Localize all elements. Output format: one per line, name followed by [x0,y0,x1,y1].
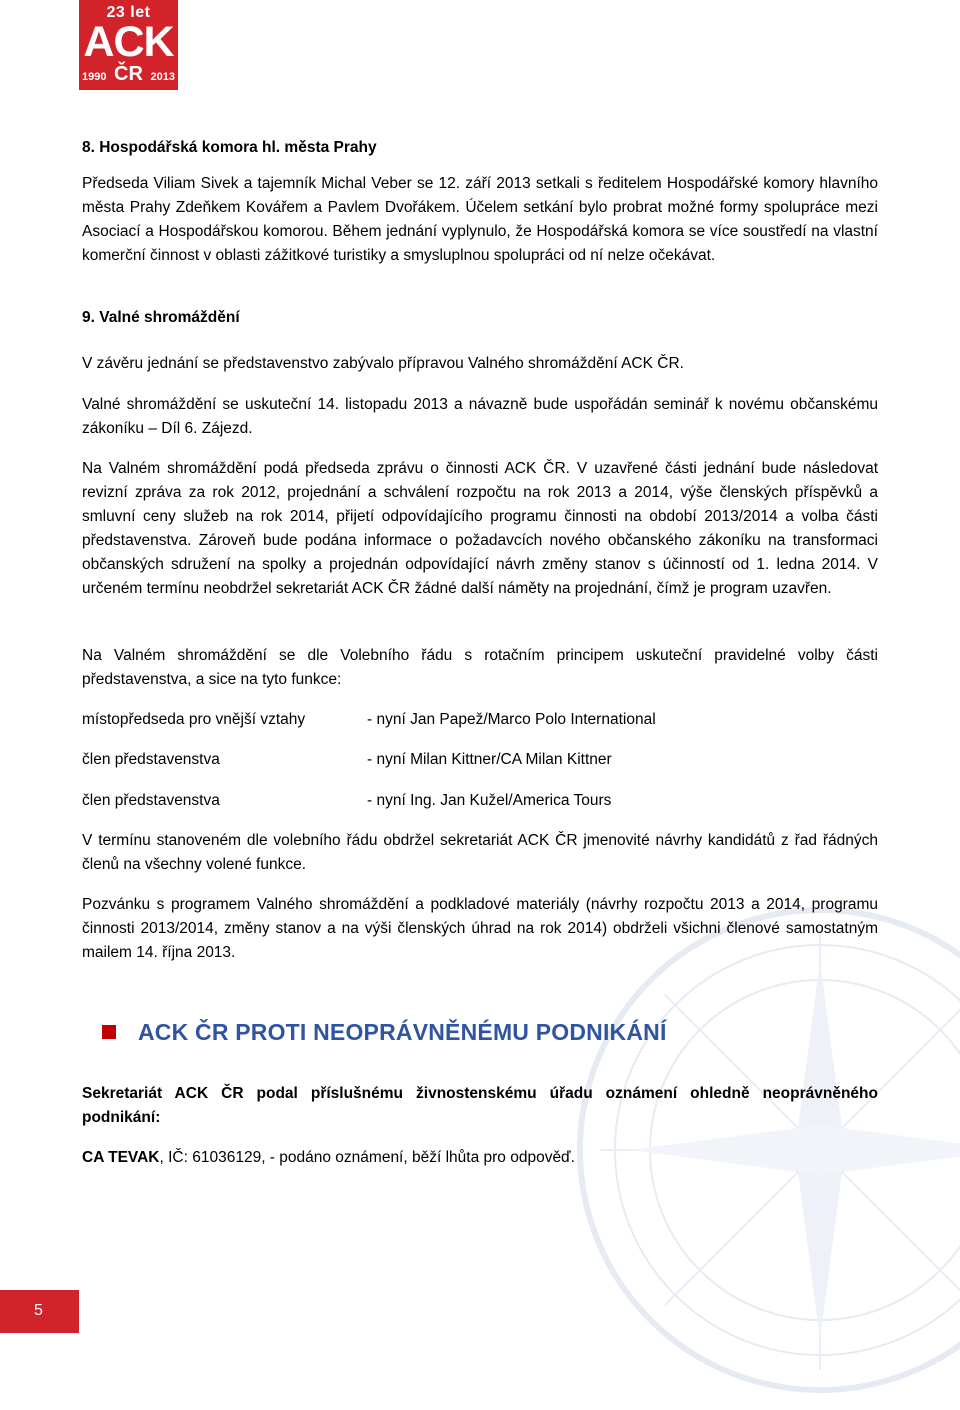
case-company-name: CA TEVAK [82,1149,160,1166]
election-holder: - nyní Jan Papež/Marco Polo International [367,711,656,728]
page-number-badge [0,1290,79,1333]
section-9-para-2: Valné shromáždění se uskuteční 14. listopadu 2013 a návazně bude uspořádán seminář k novému občanskému zákoníku – Díl 6. Zájezd. [82,396,878,437]
election-role: místopředseda pro vnější vztahy [82,711,306,728]
logo-years: 23 let [106,4,151,21]
square-bullet-icon [102,1025,116,1039]
election-role: člen představenstva [82,792,220,809]
section-9-para-5: V termínu stanoveném dle volebního řádu obdržel sekretariát ACK ČR jmenovité návrhy kandidátů z řad řádných členů na všechny volené funkce. [82,832,878,873]
logo-year-from: 1990 [82,71,107,83]
section-ack-intro: Sekretariát ACK ČR podal příslušnému živnostenskému úřadu oznámení ohledně neoprávněného podnikání: [82,1085,878,1126]
case-details: , IČ: 61036129, - podáno oznámení, běží lhůta pro odpověď. [159,1149,575,1166]
election-holder: - nyní Ing. Jan Kužel/America Tours [367,792,612,809]
section-9-para-6: Pozvánku s programem Valného shromáždění a podkladové materiály (návrhy rozpočtu 2013 a 2014, programu činnosti 2013/2014, změny stanov a na výši členských úhrad na rok 2014) obdrželi všichni členové samostatným mailem 14. října 2013. [82,896,878,961]
logo-country: ČR [114,63,143,85]
logo-year-span [82,64,175,84]
section-ack-title-text: ACK ČR PROTI NEOPRÁVNĚNÉMU PODNIKÁNÍ [138,1019,667,1045]
election-role-row [82,748,878,772]
election-role-row [82,789,878,813]
section-9-heading: 9. Valné shromáždění [82,309,240,326]
section-ack-case [82,1146,878,1170]
election-holder: - nyní Milan Kittner/CA Milan Kittner [367,751,612,768]
section-9-para-3: Na Valném shromáždění podá předseda zprávu o činnosti ACK ČR. V uzavřené části jednání bude následovat revizní zpráva za rok 2012, projednání a schválení rozpočtu na rok 2013 a 2014, výše členských příspěvků a smluvní ceny služeb na rok 2014, přijetí odpovídajícího programu činnosti na období 2013/2014 a volba části představenstva. Zároveň bude podána informace o požadavcích nového občanského zákoníku na transformaci občanských sdružení na spolky a projednán odpovídající návrh změny stanov s účinností od 1. ledna 2014. V určeném termínu neobdržel sekretariát ACK ČR žádné další náměty na projednání, čímž je program uzavřen. [82,460,878,597]
section-9-para-1: V závěru jednání se představenstvo zabývalo přípravou Valného shromáždění ACK ČR. [82,355,684,372]
ack-logo [79,0,178,90]
section-8-body: Předseda Viliam Sivek a tajemník Michal Veber se 12. září 2013 setkali s ředitelem Hospodářské komory hlavního města Prahy Zdeňkem Kovářem a Pavlem Dvořákem. Účelem setkání bylo probrat možné formy spolupráce mezi Asociací a Hospodářskou komorou. Během jednání vyplynulo, že Hospodářská komora se více soustředí na vlastní komerční činnost v oblasti zážitkové turistiky a smysluplnou spolupráci od ní nelze očekávat. [82,175,878,264]
page-number: 5 [34,1302,43,1319]
section-9-para-4: Na Valném shromáždění se dle Volebního řádu s rotačním principem uskuteční pravidelné volby části představenstva, a sice na tyto funkce: [82,647,878,688]
election-role-row [82,708,878,732]
section-ack-title [82,1020,667,1044]
logo-year-to: 2013 [150,71,175,83]
section-8-heading: 8. Hospodářská komora hl. města Prahy [82,139,377,156]
election-role: člen představenstva [82,751,220,768]
logo-brand: ACK [83,18,174,66]
